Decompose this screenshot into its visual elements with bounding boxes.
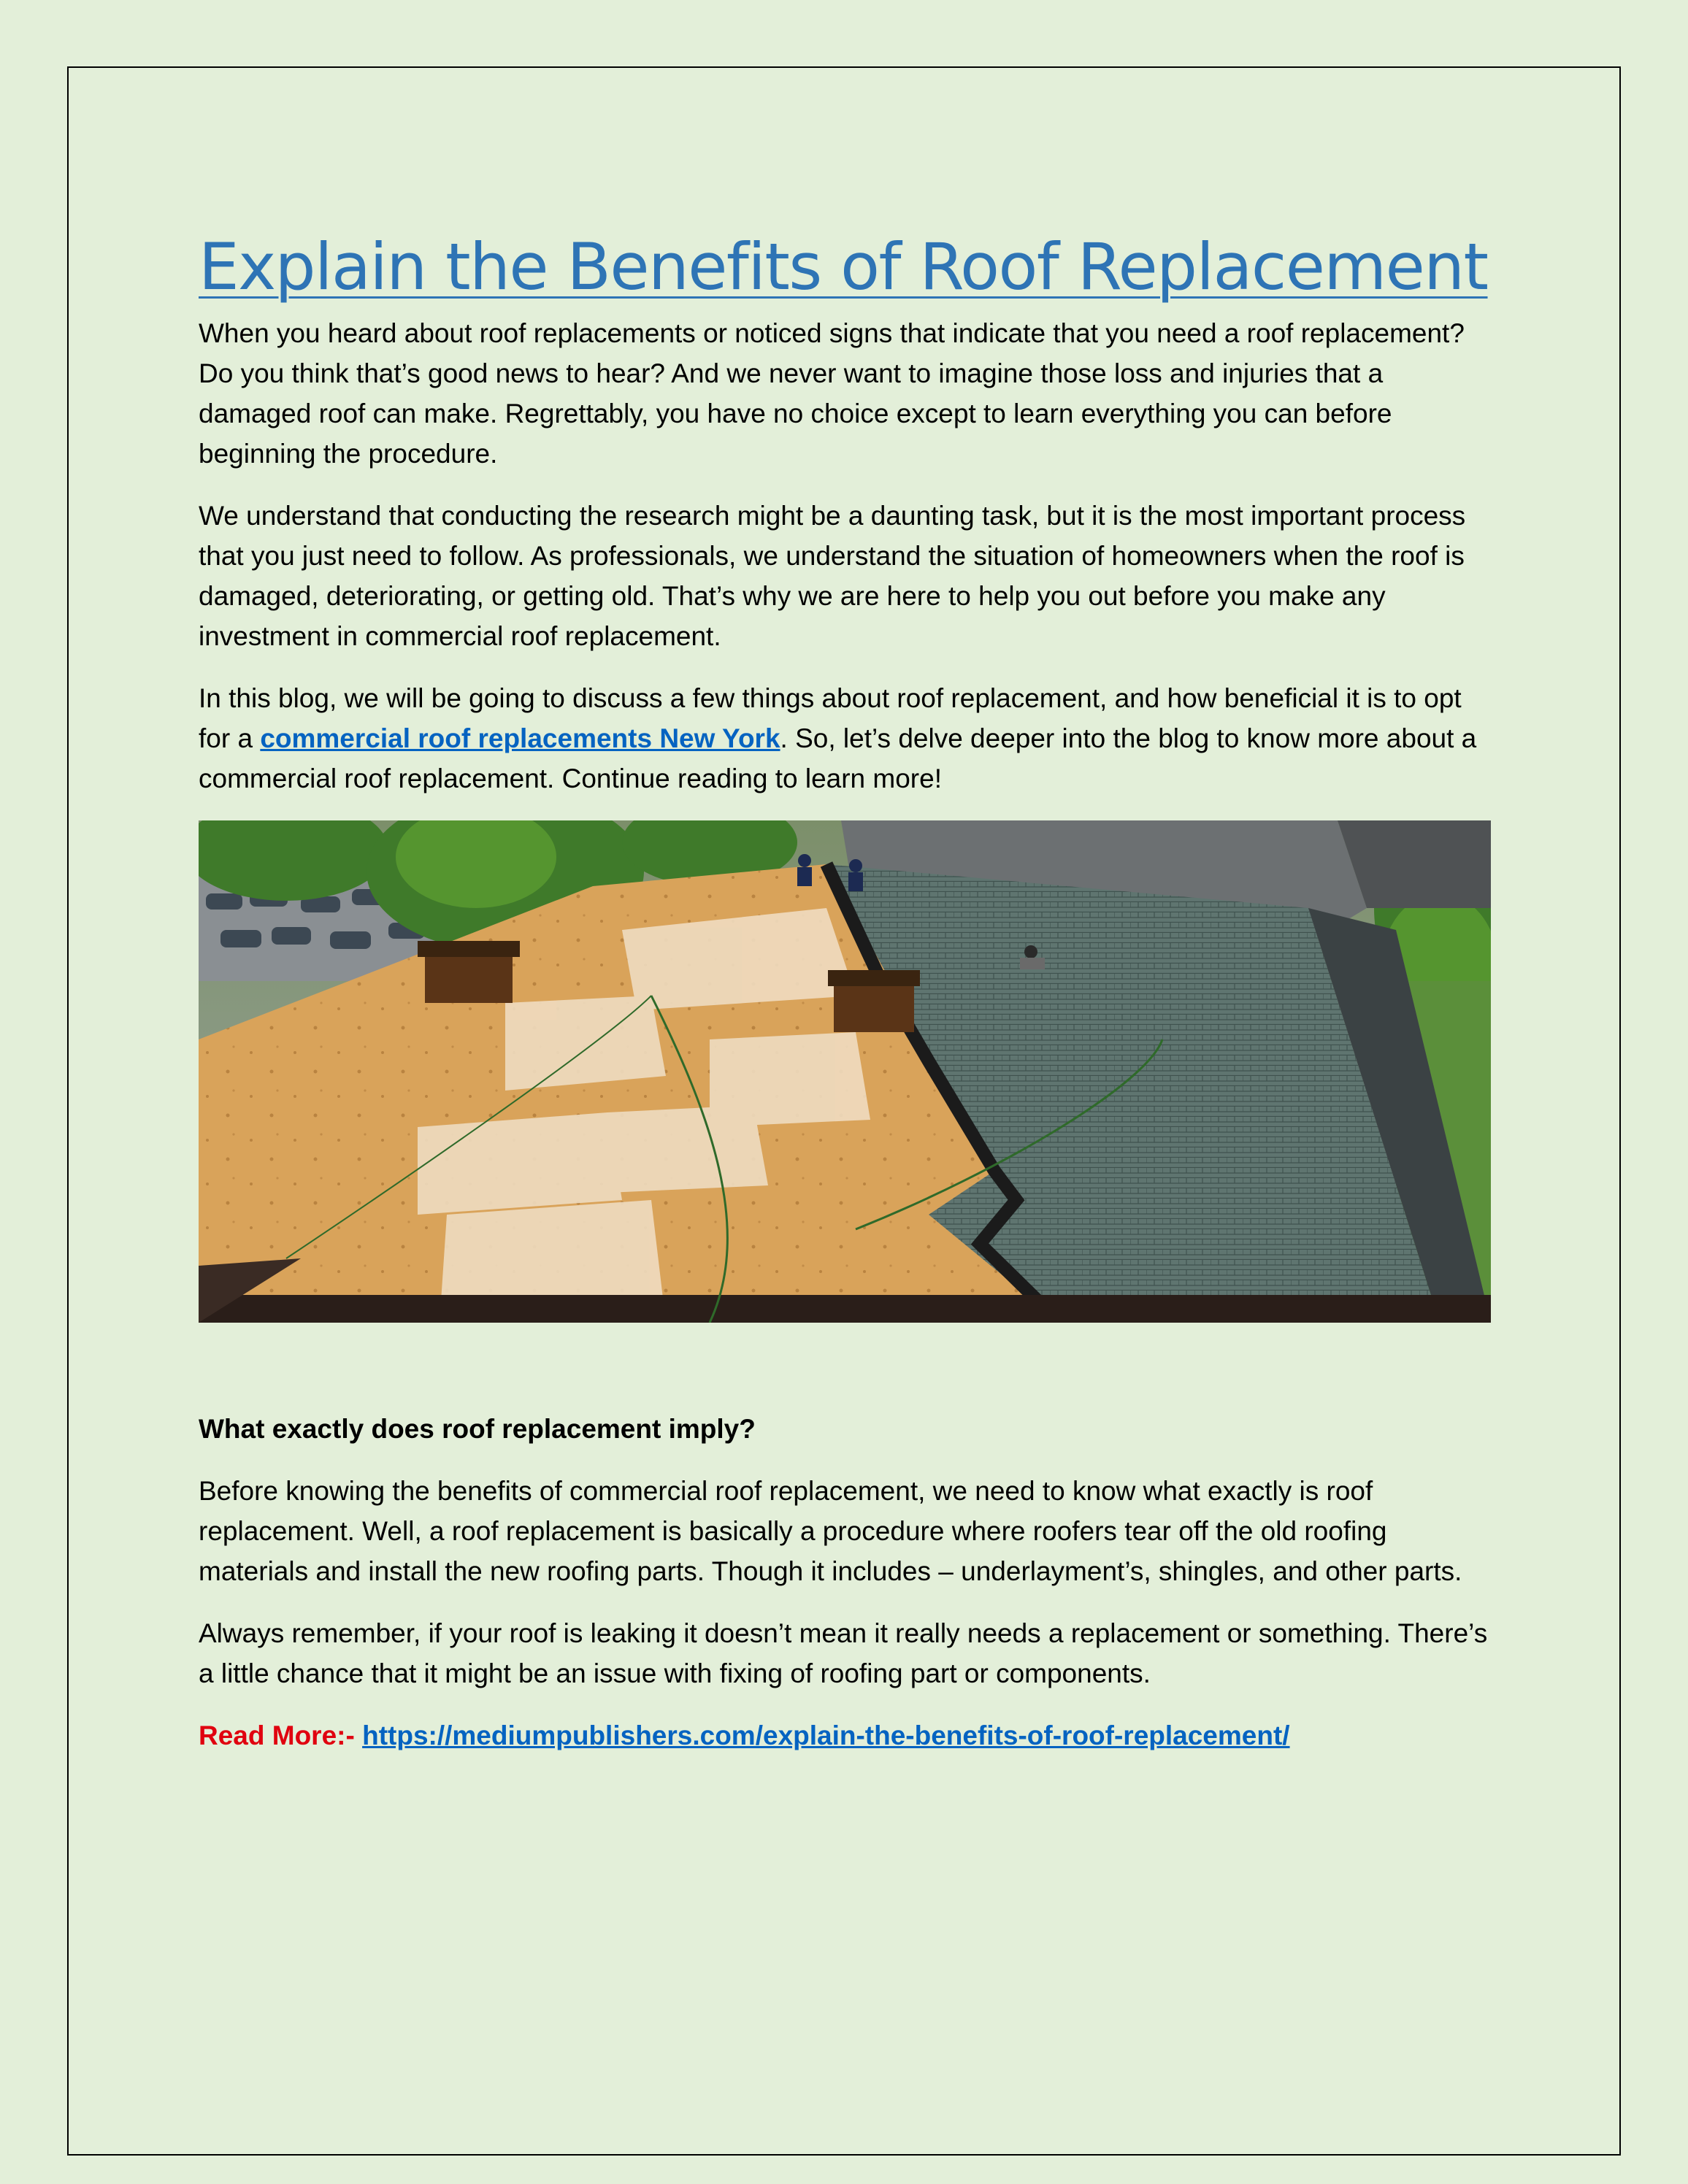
research-paragraph: We understand that conducting the research might be a daunting task, but it is the most important process that you just need to follow. As professionals, we understand the situation of homeowners when the roof is damaged, deteriorating, or getting old. That’s why we are here to help you out before you make any investment in commercial roof replacement. [199,500,1466,651]
page-title[interactable]: Explain the Benefits of Roof Replacement [199,229,1488,304]
roof-replacement-photo [199,820,1491,1323]
read-more-line [199,1715,1491,1756]
commercial-roof-link[interactable]: commercial roof replacements New York [260,723,780,753]
read-more-link[interactable]: https://mediumpublishers.com/explain-the-benefits-of-roof-replacement/ [362,1720,1290,1750]
section-heading: What exactly does roof replacement imply? [199,1413,756,1444]
paragraph-text-before-link: In this blog, we will be going to discuss a few things about roof replacement, and how beneficial it is to opt for a [199,682,1462,753]
blog-intro-paragraph [199,678,1491,799]
article [199,229,1491,1756]
intro-paragraph: When you heard about roof replacements or noticed signs that indicate that you need a roof replacement? Do you think that’s good news to hear? And we never want to imagine those loss and injuries that a damaged roof can make. Regrettably, you have no choice except to learn everything you can before beginning the procedure. [199,318,1465,469]
read-more-label: Read More:- [199,1720,355,1750]
paragraph-text-after-link: . So, let’s delve deeper into the blog to know more about a commercial roof replacement. Continue reading to learn more! [199,723,1477,793]
definition-paragraph: Before knowing the benefits of commercial roof replacement, we need to know what exactly is roof replacement. Well, a roof replacement is basically a procedure where roofers tear off the old roofing materials and install the new roofing parts. Though it includes – underlayment’s, shingles, and other parts. [199,1475,1462,1586]
leak-paragraph: Always remember, if your roof is leaking it doesn’t mean it really needs a replacement or something. There’s a little chance that it might be an issue with fixing of roofing part or components. [199,1618,1488,1688]
